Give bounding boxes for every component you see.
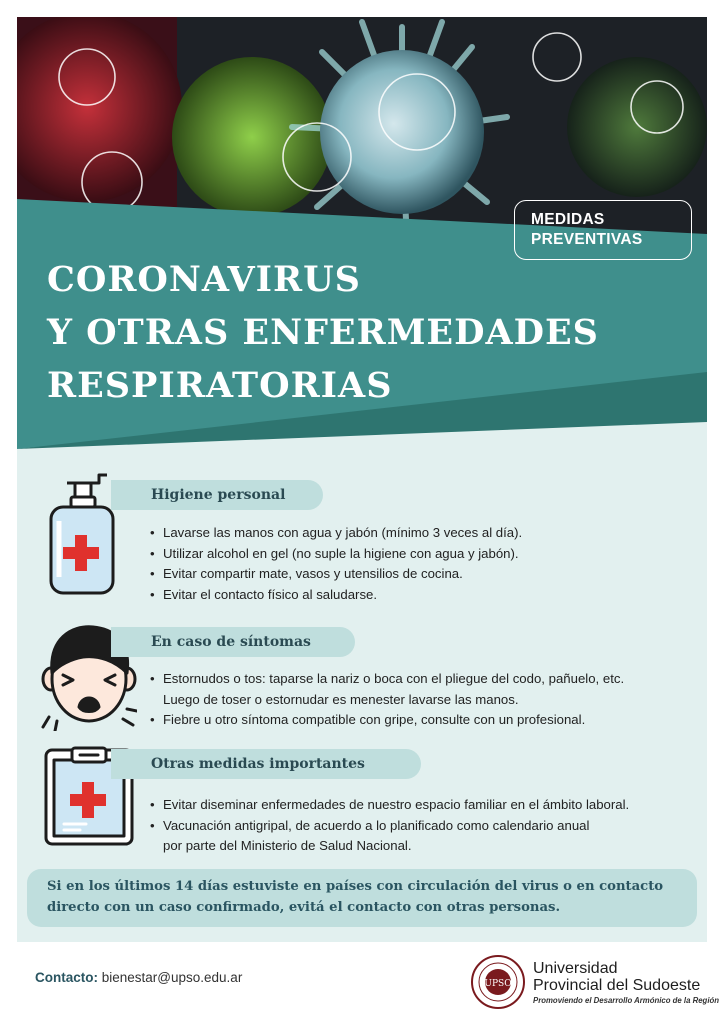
title-line-2: Y OTRAS ENFERMEDADES [47,312,599,353]
hand-sanitizer-icon [47,473,117,597]
list-item: • Evitar compartir mate, vasos y utensilios de cocina. [150,564,522,585]
poster [17,17,707,942]
list-item: • Utilizar alcohol en gel (no suple la higiene con agua y jabón). [150,544,522,565]
list-item [150,816,629,857]
list-item: • Lavarse las manos con agua y jabón (mínimo 3 veces al día). [150,523,522,544]
list-item-line: Estornudos o tos: taparse la nariz o boca con el pliegue del codo, pañuelo, etc. [163,671,625,686]
section-heading-symptoms-label: En caso de síntomas [151,634,311,650]
symptoms-list [150,669,624,731]
list-item-line: por parte del Ministerio de Salud Nacional. [163,838,412,853]
list-item: • Fiebre u otro síntoma compatible con gripe, consulte con un profesional. [150,710,624,731]
list-item: • Evitar diseminar enfermedades de nuestro espacio familiar en el ámbito laboral. [150,795,629,816]
seal-initials: UPSO [484,979,512,989]
section-heading-hygiene-label: Higiene personal [151,487,286,503]
footer [0,942,725,1024]
notice-line-1: Si en los últimos 14 días estuviste en países con circulación del virus o en contacto [47,879,664,894]
university-seal-logo [470,954,526,1010]
contact-label: Contacto: [35,970,98,985]
section-heading-hygiene [111,480,323,510]
section-heading-symptoms [111,627,355,657]
section-heading-other-label: Otras medidas importantes [151,756,365,772]
badge-line-1: MEDIDAS [531,211,605,228]
other-measures-list [150,795,629,857]
title-line-3: RESPIRATORIAS [47,365,393,406]
badge-line-2: PREVENTIVAS [531,231,643,248]
page-title [47,253,599,412]
contact-email-link[interactable]: bienestar@upso.edu.ar [101,970,243,985]
university-tagline: Promoviendo el Desarrollo Armónico de la Región [533,996,720,1005]
section-heading-other [111,749,421,779]
university-name-line-1: Universidad [533,960,618,977]
title-line-1: CORONAVIRUS [47,259,361,300]
list-item-line: Vacunación antigripal, de acuerdo a lo planificado como calendario anual [163,817,590,833]
list-item-line: Luego de toser o estornudar es menester lavarse las manos. [163,691,519,707]
hygiene-list [150,523,522,605]
quarantine-notice [27,869,697,927]
university-name-line-2: Provincial del Sudoeste [533,977,701,994]
university-name [533,960,719,1005]
preventive-measures-badge [514,200,692,260]
list-item [150,669,624,710]
list-item: • Evitar el contacto físico al saludarse. [150,585,522,606]
notice-line-2: directo con un caso confirmado, evitá el contacto con otras personas. [47,900,561,915]
contact-info [35,970,242,985]
